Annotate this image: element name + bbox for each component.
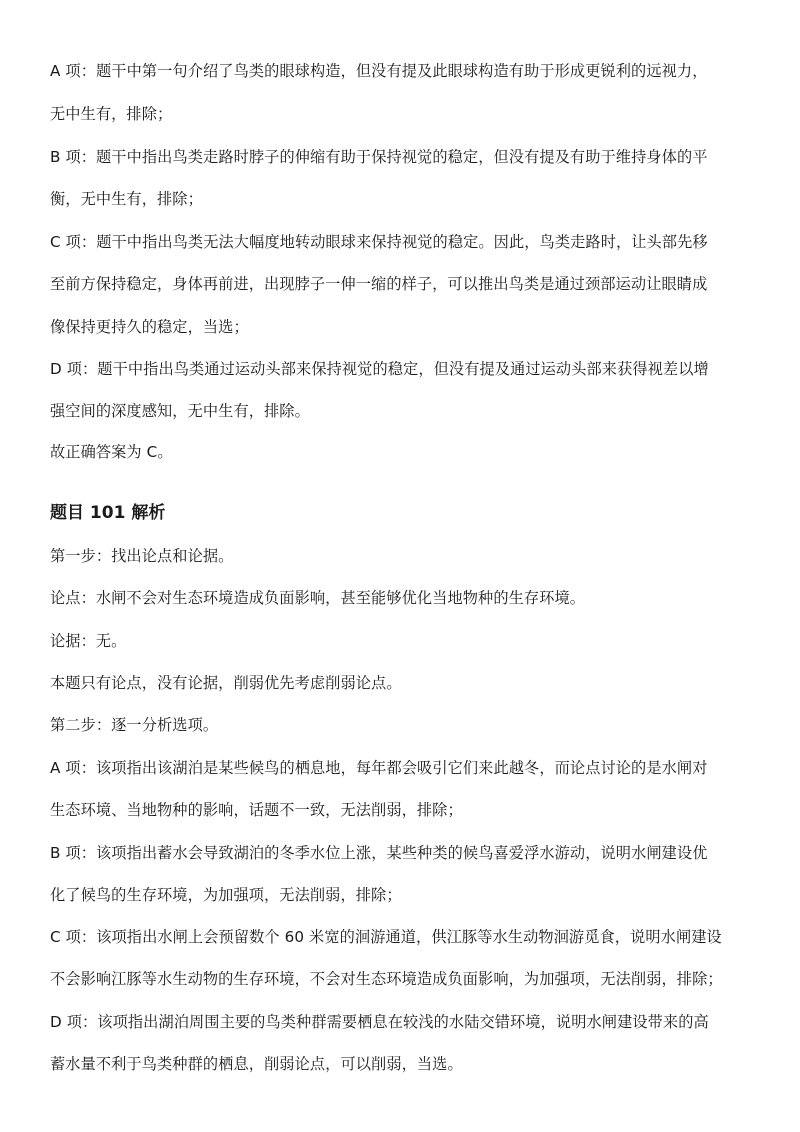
note-line: 本题只有论点，没有论据，削弱优先考虑削弱论点。 [50,674,402,692]
option-c-line-2: 至前方保持稳定，身体再前进，出现脖子一伸一缩的样子，可以推出鸟类是通过颈部运动让眼睛成 [50,275,708,293]
q101-option-a-line-1: A 项：该项指出该湖泊是某些候鸟的栖息地，每年都会吸引它们来此越冬，而论点讨论的是水闸对 [50,759,708,777]
option-c-line-3: 像保持更持久的稳定，当选； [50,318,249,336]
option-b-line-1: B 项：题干中指出鸟类走路时脖子的伸缩有助于保持视觉的稳定，但没有提及有助于维持身体的平 [50,148,708,166]
thesis-line: 论点：水闸不会对生态环境造成负面影响，甚至能够优化当地物种的生存环境。 [50,589,586,607]
answer-line: 故正确答案为 C。 [50,443,173,461]
q101-option-c-line-1: C 项：该项指出水闸上会预留数个 60 米宽的洄游通道，供江豚等水生动物洄游觅食，说明水闸建设 [50,928,722,946]
option-d-line-1: D 项：题干中指出鸟类通过运动头部来保持视觉的稳定，但没有提及通过运动头部来获得视差以增 [50,360,709,378]
option-d-line-2: 强空间的深度感知，无中生有，排除。 [50,402,310,420]
step-2-line: 第二步：逐一分析选项。 [50,716,219,734]
step-1-line: 第一步：找出论点和论据。 [50,547,234,565]
q101-option-a-line-2: 生态环境、当地物种的影响，话题不一致，无法削弱，排除； [50,801,463,819]
q101-option-d-line-1: D 项：该项指出湖泊周围主要的鸟类种群需要栖息在较浅的水陆交错环境，说明水闸建设带来的高 [50,1013,709,1031]
option-c-line-1: C 项：题干中指出鸟类无法大幅度地转动眼球来保持视觉的稳定。因此，鸟类走路时，让头部先移 [50,233,708,251]
q101-option-c-line-2: 不会影响江豚等水生动物的生存环境，不会对生态环境造成负面影响，为加强项，无法削弱，排除； [50,970,723,988]
section-heading: 题目 101 解析 [50,503,166,523]
q101-option-d-line-2: 蓄水量不利于鸟类种群的栖息，削弱论点，可以削弱，当选。 [50,1055,463,1073]
option-a-line-1: A 项：题干中第一句介绍了鸟类的眼球构造，但没有提及此眼球构造有助于形成更锐利的远视力， [50,62,708,80]
evidence-line: 论据：无。 [50,632,127,650]
q101-option-b-line-2: 化了候鸟的生存环境，为加强项，无法削弱，排除； [50,886,402,904]
option-a-line-2: 无中生有，排除； [50,105,173,123]
q101-option-b-line-1: B 项：该项指出蓄水会导致湖泊的冬季水位上涨，某些种类的候鸟喜爱浮水游动，说明水闸建设优 [50,844,708,862]
option-b-line-2: 衡，无中生有，排除； [50,190,203,208]
